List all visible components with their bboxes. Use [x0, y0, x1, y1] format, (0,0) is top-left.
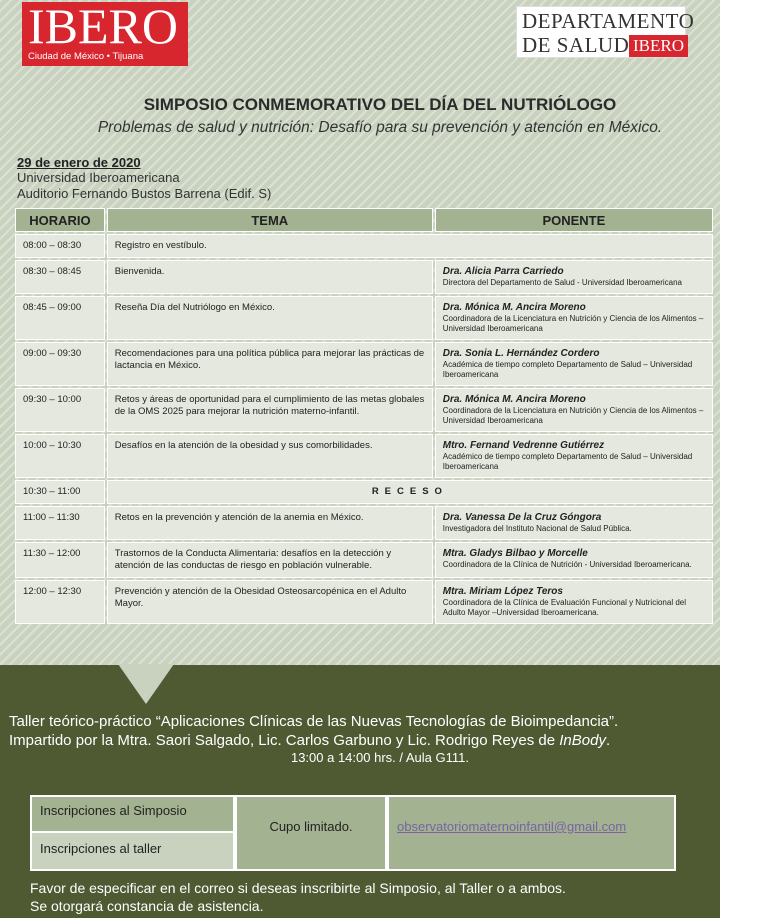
taller-instructors	[9, 732, 610, 749]
row-topic: Trastornos de la Conducta Alimentaria: desafíos en la detección y atención de las conductas de riesgo en población vulnerable.	[107, 542, 433, 578]
email-link[interactable]: observatoriomaternoinfantil@gmail.com	[397, 819, 627, 834]
speaker-name: Mtro. Fernand Vedrenne Gutiérrez	[442, 440, 605, 451]
speaker-name: Dra. Vanessa De la Cruz Góngora	[442, 512, 602, 523]
row-speaker	[435, 506, 713, 540]
event-room: Auditorio Fernando Bustos Barrena (Edif. S)	[17, 186, 272, 201]
table-row	[15, 234, 713, 258]
note-specify: Favor de especificar en el correo si deseas inscribirte al Simposio, al Taller o a ambos.	[30, 880, 566, 896]
row-speaker	[435, 542, 713, 578]
row-speaker	[435, 296, 713, 340]
header-tema: TEMA	[107, 208, 433, 232]
row-time: 09:00 – 09:30	[15, 342, 105, 386]
departamento-salud-logo	[516, 6, 695, 58]
ibero-logo-subtext: Ciudad de México • Tijuana	[28, 51, 144, 62]
table-row-recess	[15, 480, 713, 504]
speaker-role: Coordinadora de la Licenciatura en Nutrición y Ciencia de los Alimentos – Universidad Iberoamericana	[442, 406, 704, 425]
row-time: 08:30 – 08:45	[15, 260, 105, 294]
header-ponente: PONENTE	[435, 208, 713, 232]
ibero-logo-text: IBERO	[28, 0, 178, 54]
speaker-name: Mtra. Gladys Bilbao y Morcelle	[442, 548, 588, 559]
row-topic: Reseña Día del Nutriólogo en México.	[107, 296, 433, 340]
speaker-role: Académica de tiempo completo Departamento de Salud – Universidad Iberoamericana	[442, 360, 693, 379]
row-topic: Bienvenida.	[107, 260, 433, 294]
taller-brand: InBody	[559, 732, 606, 749]
dept-logo-line1: DEPARTAMENTO	[522, 9, 695, 33]
taller-instructors-end: .	[605, 732, 611, 749]
row-time: 11:30 – 12:00	[15, 542, 105, 578]
table-row	[15, 506, 713, 540]
callout-arrow	[118, 664, 174, 704]
speaker-role: Directora del Departamento de Salud - Universidad Iberoamericana	[442, 278, 682, 287]
ibero-logo	[22, 2, 188, 66]
row-speaker	[435, 580, 713, 624]
page-subtitle: Problemas de salud y nutrición: Desafío para su prevención y atención en México.	[97, 119, 663, 136]
row-time: 10:30 – 11:00	[15, 480, 105, 504]
table-row	[15, 542, 713, 578]
table-row	[15, 388, 713, 432]
speaker-role: Investigadora del Instituto Nacional de Salud Pública.	[442, 524, 632, 533]
event-venue: Universidad Iberoamericana	[17, 170, 180, 185]
page-title: SIMPOSIO CONMEMORATIVO DEL DÍA DEL NUTRIÓLOGO	[143, 95, 617, 114]
table-row	[15, 580, 713, 624]
speaker-name: Dra. Mónica M. Ancira Moreno	[442, 302, 586, 313]
registration-box	[30, 795, 676, 871]
row-speaker	[435, 342, 713, 386]
row-time: 10:00 – 10:30	[15, 434, 105, 478]
table-row	[15, 434, 713, 478]
speaker-role: Académico de tiempo completo Departamento de Salud – Universidad Iberoamericana	[442, 452, 693, 471]
speaker-role: Coordinadora de la Clínica de Evaluación Funcional y Nutricional del Adulto Mayor –Universidad Iberoamericana.	[442, 598, 686, 617]
row-topic: Registro en vestíbulo.	[107, 234, 713, 258]
dept-logo-line2: DE SALUD	[522, 33, 630, 57]
row-topic: Prevención y atención de la Obesidad Osteosarcopénica en el Adulto Mayor.	[107, 580, 433, 624]
row-topic: Retos y áreas de oportunidad para el cumplimiento de las metas globales de la OMS 2025 para mejorar la nutrición materno-infantil.	[107, 388, 433, 432]
table-row	[15, 296, 713, 340]
table-row	[15, 342, 713, 386]
row-speaker	[435, 388, 713, 432]
speaker-name: Dra. Alicia Parra Carriedo	[442, 266, 564, 277]
dept-logo-tag: IBERO	[629, 35, 688, 57]
table-header-row	[15, 208, 713, 232]
speaker-role: Coordinadora de la Licenciatura en Nutrición y Ciencia de los Alimentos – Universidad Iberoamericana	[442, 314, 704, 333]
row-topic: Recomendaciones para una política pública para mejorar las prácticas de lactancia en México.	[107, 342, 433, 386]
row-time: 08:00 – 08:30	[15, 234, 105, 258]
taller-instructors-text: Impartido por la Mtra. Saori Salgado, Lic. Carlos Garbuno y Lic. Rodrigo Reyes de	[9, 732, 560, 749]
event-date: 29 de enero de 2020	[17, 155, 141, 170]
header-horario: HORARIO	[15, 208, 105, 232]
row-time: 12:00 – 12:30	[15, 580, 105, 624]
speaker-name: Dra. Sonia L. Hernández Cordero	[442, 348, 600, 359]
registration-taller[interactable]: Inscripciones al taller	[32, 833, 233, 869]
taller-schedule: 13:00 a 14:00 hrs. / Aula G111.	[290, 750, 470, 765]
row-speaker	[435, 434, 713, 478]
table-row	[15, 260, 713, 294]
taller-title: Taller teórico-práctico “Aplicaciones Clínicas de las Nuevas Tecnologías de Bioimpedancia”.	[9, 713, 619, 730]
row-topic: Retos en la prevención y atención de la anemia en México.	[107, 506, 433, 540]
speaker-role: Coordinadora de la Clínica de Nutrición - Universidad Iberoamericana.	[442, 560, 692, 569]
registration-simposio[interactable]: Inscripciones al Simposio	[32, 797, 233, 831]
speaker-name: Dra. Mónica M. Ancira Moreno	[442, 394, 586, 405]
row-time: 11:00 – 11:30	[15, 506, 105, 540]
email-cell	[389, 797, 674, 869]
row-time: 08:45 – 09:00	[15, 296, 105, 340]
note-certificate: Se otorgará constancia de asistencia.	[30, 898, 264, 914]
row-topic: Desafíos en la atención de la obesidad y sus comorbilidades.	[107, 434, 433, 478]
recess-label: RECESO	[107, 480, 713, 504]
cupo-limitado: Cupo limitado.	[237, 797, 385, 869]
speaker-name: Mtra. Miriam López Teros	[442, 586, 563, 597]
program-table	[13, 206, 715, 626]
row-speaker	[435, 260, 713, 294]
row-time: 09:30 – 10:00	[15, 388, 105, 432]
